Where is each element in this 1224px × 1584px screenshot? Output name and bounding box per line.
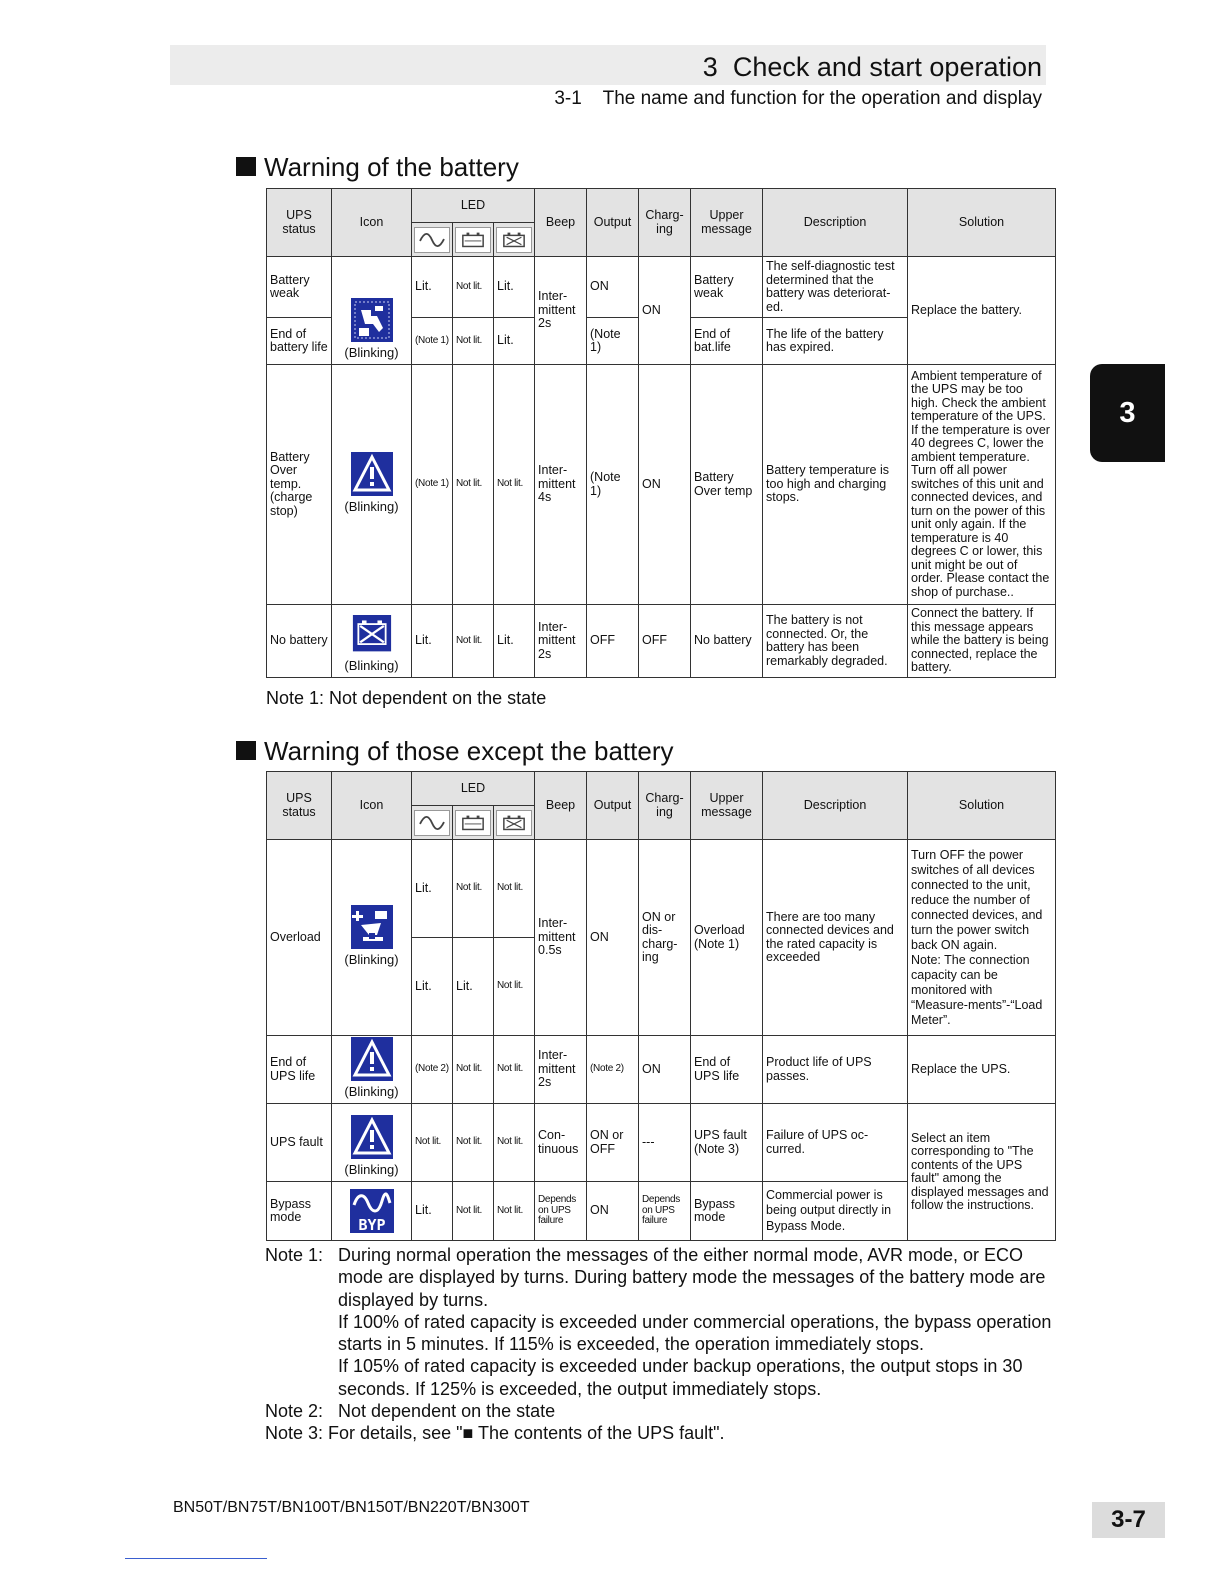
output-cell: ON — [587, 840, 639, 1036]
led-fault-value: Lit. — [494, 318, 535, 365]
table-row — [267, 840, 1056, 938]
battery-icon — [455, 227, 491, 253]
output-cell: (Note 1) — [587, 365, 639, 605]
battery-fault-icon — [496, 810, 532, 836]
col-solution: Solution — [908, 772, 1056, 840]
note-3: Note 3: For details, see "■ The contents of the UPS fault". — [265, 1423, 725, 1444]
note-2 — [265, 1400, 1058, 1422]
col-upper-message: Upper message — [691, 772, 763, 840]
page-number: 3-7 — [1092, 1502, 1165, 1538]
icon-cell — [332, 605, 412, 678]
beep-cell: Con-tinuous — [535, 1104, 587, 1182]
message-cell: No battery — [691, 605, 763, 678]
battery-warning-table — [266, 188, 1056, 678]
table-row — [267, 605, 1056, 678]
col-beep: Beep — [535, 189, 587, 257]
beep-cell: Inter-mittent 2s — [535, 1036, 587, 1104]
status-cell: No battery — [267, 605, 332, 678]
note-1-text — [338, 1244, 1058, 1400]
led-ac-value: Lit. — [412, 257, 453, 318]
blinking-label: (Blinking) — [344, 498, 399, 514]
col-output: Output — [587, 772, 639, 840]
battery-fault-icon — [496, 227, 532, 253]
solution-cell: Replace the battery. — [908, 257, 1056, 365]
col-charging: Charg-ing — [639, 772, 691, 840]
col-icon: Icon — [332, 772, 412, 840]
charging-cell: OFF — [639, 605, 691, 678]
led-battery-value: Not lit. — [453, 1036, 494, 1104]
message-cell: End of UPS life — [691, 1036, 763, 1104]
battery-warning-heading — [236, 152, 519, 183]
led-battery-value: Not lit. — [453, 840, 494, 938]
col-description: Description — [763, 189, 908, 257]
note-1 — [265, 1244, 1058, 1400]
led-battery-cell — [453, 223, 494, 257]
output-cell: (Note 1) — [587, 318, 639, 365]
beep-cell: Inter-mittent 2s — [535, 257, 587, 365]
description-cell: Failure of UPS oc-curred. — [763, 1104, 908, 1182]
no-battery-icon — [351, 615, 393, 655]
led-fault-value: Not lit. — [494, 1036, 535, 1104]
led-fault-value: Not lit. — [494, 938, 535, 1036]
led-battery-value: Not lit. — [453, 605, 494, 678]
status-cell: Battery weak — [267, 257, 332, 318]
led-fault-value: Not lit. — [494, 840, 535, 938]
icon-cell — [332, 365, 412, 605]
message-cell: Battery weak — [691, 257, 763, 318]
solution-note: Note: The connection capacity can be monitored with “Measure-ments”-“Load Meter”. — [911, 952, 1043, 1027]
led-fault-value: Lit. — [494, 257, 535, 318]
col-description: Description — [763, 772, 908, 840]
table-row — [267, 1104, 1056, 1182]
other-warning-title: Warning of those except the battery — [264, 736, 674, 766]
col-beep: Beep — [535, 772, 587, 840]
output-cell: OFF — [587, 605, 639, 678]
note-2-text: Not dependent on the state — [338, 1401, 556, 1422]
svg-text:BYP: BYP — [357, 1216, 386, 1235]
beep-cell: Inter-mittent 0.5s — [535, 840, 587, 1036]
led-ac-value: Lit. — [412, 840, 453, 938]
ac-power-icon — [414, 227, 450, 253]
blinking-label: (Blinking) — [344, 1162, 399, 1177]
blinking-label: (Blinking) — [344, 657, 399, 673]
square-bullet-icon — [236, 741, 256, 760]
description-cell: There are too many connected devices and the rated capacity is exceeded — [763, 840, 908, 1036]
led-ac-cell — [412, 223, 453, 257]
footer-models: BN50T/BN75T/BN100T/BN150T/BN220T/BN300T — [173, 1499, 530, 1516]
other-warning-heading — [236, 736, 674, 767]
led-ac-value: Lit. — [412, 605, 453, 678]
chapter-tab: 3 — [1090, 364, 1165, 462]
message-cell: Battery Over temp — [691, 365, 763, 605]
col-solution: Solution — [908, 189, 1056, 257]
led-ac-value: Not lit. — [412, 1104, 453, 1182]
message-cell: Overload (Note 1) — [691, 840, 763, 1036]
charging-cell: --- — [639, 1104, 691, 1182]
led-fault-value: Lit. — [494, 605, 535, 678]
status-cell: Battery Over temp. (charge stop) — [267, 365, 332, 605]
bypass-mode-icon — [350, 1188, 394, 1234]
led-fault-value: Not lit. — [494, 1104, 535, 1182]
solution-cell: Replace the UPS. — [908, 1036, 1056, 1104]
battery-note: Note 1: Not dependent on the state — [266, 688, 547, 708]
status-cell: End of UPS life — [267, 1036, 332, 1104]
warning-triangle-icon — [351, 452, 393, 496]
led-battery-fault-cell — [494, 223, 535, 257]
charging-cell: Depends on UPS failure — [639, 1182, 691, 1241]
icon-cell — [332, 1036, 412, 1104]
table-row — [267, 257, 1056, 318]
led-battery-value: Lit. — [453, 938, 494, 1036]
led-battery-value: Not lit. — [453, 1104, 494, 1182]
icon-cell — [332, 1104, 412, 1182]
solution-cell: Ambient temperature of the UPS may be too high. Check the ambient temperature of the UPS. If the temperature is over 40 degrees C, lower the ambient temperature. Turn off all power switches of this unit and connected devices, and turn on the power of this unit only again. If the temperature is 40 degrees C or lower, this unit might be out of order. Please contact the shop of purchase.. — [908, 365, 1056, 605]
table-row — [267, 1036, 1056, 1104]
section-title: 3-1 The name and function for the operation and display — [554, 88, 1042, 109]
led-ac-value: Lit. — [412, 1182, 453, 1241]
icon-cell — [332, 257, 412, 365]
chapter-title: 3 Check and start operation — [702, 52, 1042, 82]
output-cell: ON — [587, 257, 639, 318]
col-charging: Charg-ing — [639, 189, 691, 257]
note-1-para: During normal operation the messages of the either normal mode, AVR mode, or ECO mode are displayed by turns. During battery mode the messages of the battery mode are displayed by turns. — [338, 1245, 1046, 1310]
col-led: LED — [412, 772, 535, 806]
col-output: Output — [587, 189, 639, 257]
description-cell: Product life of UPS passes. — [763, 1036, 908, 1104]
blinking-label: (Blinking) — [344, 951, 399, 967]
note-1-para: If 105% of rated capacity is exceeded under backup operations, the output stops in 30 seconds. If 125% is exceeded, the output immediately stops. — [338, 1356, 1023, 1399]
overload-icon — [351, 905, 393, 949]
led-battery-cell — [453, 806, 494, 840]
table-row — [267, 365, 1056, 605]
col-ups-status: UPS status — [267, 189, 332, 257]
table-header-row — [267, 772, 1056, 806]
solution-cell — [908, 840, 1056, 1036]
led-fault-value: Not lit. — [494, 1182, 535, 1241]
solution-cell: Select an item corresponding to "The contents of the UPS fault" among the displayed messages and follow the instructions. — [908, 1104, 1056, 1241]
status-cell: Bypass mode — [267, 1182, 332, 1241]
status-cell: End of battery life — [267, 318, 332, 365]
led-ac-value: (Note 2) — [412, 1036, 453, 1104]
output-cell: ON — [587, 1182, 639, 1241]
description-cell: Battery temperature is too high and charging stops. — [763, 365, 908, 605]
note-1-para: If 100% of rated capacity is exceeded under commercial operations, the bypass operation starts in 5 minutes. If 115% is exceeded, the operation immediately stops. — [338, 1311, 1052, 1355]
description-cell: The life of the battery has expired. — [763, 318, 908, 365]
ac-power-icon — [414, 810, 450, 836]
led-ac-value: Lit. — [412, 938, 453, 1036]
battery-warning-title: Warning of the battery — [264, 152, 519, 182]
col-upper-message: Upper message — [691, 189, 763, 257]
beep-cell: Inter-mittent 2s — [535, 605, 587, 678]
beep-cell: Inter-mittent 4s — [535, 365, 587, 605]
led-battery-fault-cell — [494, 806, 535, 840]
col-ups-status: UPS status — [267, 772, 332, 840]
solution-cell: Connect the battery. If this message appears while the battery is being connected, replace the battery. — [908, 605, 1056, 678]
blinking-label: (Blinking) — [344, 344, 399, 360]
status-cell: Overload — [267, 840, 332, 1036]
other-notes — [265, 1244, 1058, 1445]
description-cell: The battery is not connected. Or, the battery has been remarkably degraded. — [763, 605, 908, 678]
led-battery-value: Not lit. — [453, 257, 494, 318]
note-2-label: Note 2: — [265, 1401, 324, 1422]
output-cell: ON or OFF — [587, 1104, 639, 1182]
charging-cell: ON — [639, 257, 691, 365]
battery-replace-icon — [351, 298, 393, 342]
message-cell: End of bat.life — [691, 318, 763, 365]
solution-text: Turn OFF the power switches of all devices connected to the unit, reduce the number of connected devices, and turn the power switch back ON again. — [911, 847, 1043, 952]
led-ac-value: (Note 1) — [412, 365, 453, 605]
warning-triangle-icon — [351, 1037, 393, 1081]
beep-cell: Depends on UPS failure — [535, 1182, 587, 1241]
square-bullet-icon — [236, 157, 256, 176]
description-cell: The self-diagnostic test determined that the battery was deteriorat-ed. — [763, 257, 908, 318]
charging-cell: ON — [639, 365, 691, 605]
table-header-row — [267, 189, 1056, 223]
output-cell: (Note 2) — [587, 1036, 639, 1104]
led-battery-value: Not lit. — [453, 318, 494, 365]
bottom-rule — [125, 1558, 267, 1559]
led-battery-value: Not lit. — [453, 1182, 494, 1241]
led-ac-value: (Note 1) — [412, 318, 453, 365]
led-battery-value: Not lit. — [453, 365, 494, 605]
battery-icon — [455, 810, 491, 836]
icon-cell — [332, 840, 412, 1036]
led-fault-value: Not lit. — [494, 365, 535, 605]
status-cell: UPS fault — [267, 1104, 332, 1182]
warning-triangle-icon — [351, 1115, 393, 1159]
message-cell: UPS fault (Note 3) — [691, 1104, 763, 1182]
charging-cell: ON — [639, 1036, 691, 1104]
icon-cell — [332, 1182, 412, 1241]
col-icon: Icon — [332, 189, 412, 257]
message-cell: Bypass mode — [691, 1182, 763, 1241]
description-cell: Commercial power is being output directly in Bypass Mode. — [763, 1182, 908, 1241]
led-ac-cell — [412, 806, 453, 840]
blinking-label: (Blinking) — [344, 1084, 399, 1099]
charging-cell: ON or dis-charg-ing — [639, 840, 691, 1036]
note-1-label: Note 1: — [265, 1245, 324, 1265]
col-led: LED — [412, 189, 535, 223]
other-warning-table — [266, 771, 1056, 1241]
